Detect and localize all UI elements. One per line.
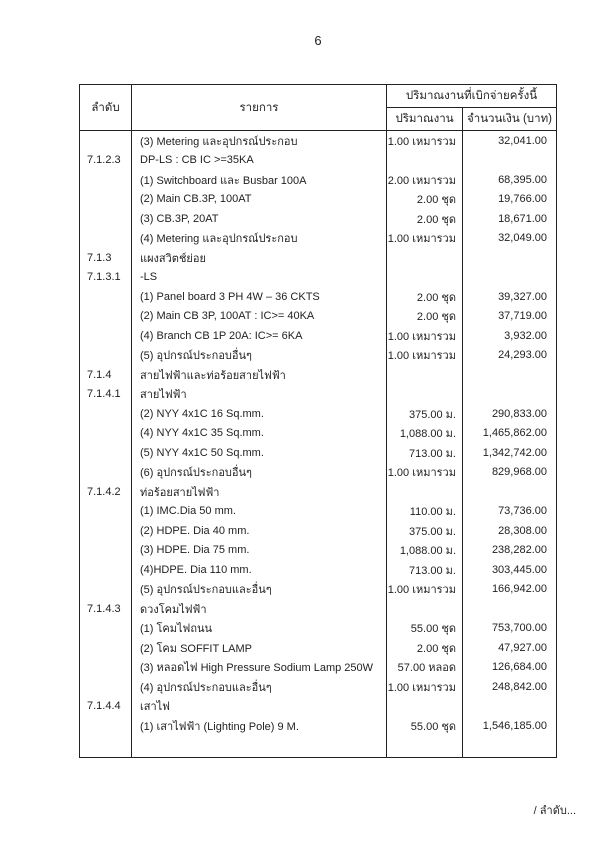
cell-item: สายไฟฟ้า xyxy=(132,385,387,405)
cell-amount: 18,671.00 xyxy=(498,212,547,225)
cell-amount xyxy=(463,365,556,385)
cell-quantity: 57.00 หลอด xyxy=(387,658,463,678)
cell-order-no xyxy=(80,209,132,229)
cell-item: สายไฟฟ้าและท่อร้อยสายไฟฟ้า xyxy=(132,365,387,385)
cell-amount xyxy=(463,736,556,758)
table-row xyxy=(80,541,556,561)
cell-quantity: 2.00 ชุด xyxy=(387,287,463,307)
cell-amount: 303,445.00 xyxy=(491,563,547,576)
cell-order-no xyxy=(80,463,132,483)
work-items-table xyxy=(79,84,557,758)
table-row xyxy=(80,365,556,385)
cell-quantity: 375.00 ม. xyxy=(387,404,463,424)
table-row xyxy=(80,424,556,444)
cell-amount: 19,766.00 xyxy=(498,193,547,206)
table-row xyxy=(80,229,556,249)
cell-amount xyxy=(463,151,556,171)
table-row xyxy=(80,307,556,327)
cell-amount: 32,049.00 xyxy=(498,232,547,245)
cell-order-no xyxy=(80,560,132,580)
cell-item: แผงสวิตช์ย่อย xyxy=(132,248,387,268)
cell-order-no xyxy=(80,131,132,151)
table-row xyxy=(80,463,556,483)
cell-item: ท่อร้อยสายไฟฟ้า xyxy=(132,482,387,502)
table-row xyxy=(80,716,556,736)
cell-quantity: 1.00 เหมารวม xyxy=(387,326,463,346)
cell-order-no: 7.1.4.1 xyxy=(80,385,132,405)
cell-item: (2) Main CB 3P, 100AT : IC>= 40KA xyxy=(132,307,387,327)
cell-order-no xyxy=(80,736,132,758)
cell-item xyxy=(132,736,387,758)
cell-amount xyxy=(463,248,556,268)
cell-order-no xyxy=(80,424,132,444)
cell-amount: 28,308.00 xyxy=(498,524,547,537)
cell-quantity xyxy=(387,248,463,268)
page-number: 6 xyxy=(314,33,322,48)
continuation-note: / ลำดับ... xyxy=(533,805,576,817)
table-row xyxy=(80,190,556,210)
cell-amount: 166,942.00 xyxy=(491,583,547,596)
cell-amount xyxy=(463,385,556,405)
cell-item: (6) อุปกรณ์ประกอบอื่นๆ xyxy=(132,463,387,483)
cell-quantity: 2.00 ชุด xyxy=(387,638,463,658)
cell-order-no: 7.1.3 xyxy=(80,248,132,268)
table-row xyxy=(80,287,556,307)
cell-quantity: 1.00 เหมารวม xyxy=(387,463,463,483)
cell-order-no: 7.1.4.2 xyxy=(80,482,132,502)
cell-item: (4) NYY 4x1C 35 Sq.mm. xyxy=(132,424,387,444)
cell-order-no: 7.1.3.1 xyxy=(80,268,132,288)
cell-item: (5) NYY 4x1C 50 Sq.mm. xyxy=(132,443,387,463)
cell-order-no xyxy=(80,404,132,424)
cell-quantity xyxy=(387,385,463,405)
cell-amount: 39,327.00 xyxy=(498,290,547,303)
table-row xyxy=(80,170,556,190)
cell-amount: 248,842.00 xyxy=(491,680,547,693)
cell-amount: 753,700.00 xyxy=(491,622,547,635)
cell-quantity: 55.00 ชุด xyxy=(387,716,463,736)
cell-quantity xyxy=(387,365,463,385)
cell-quantity: 110.00 ม. xyxy=(387,502,463,522)
cell-order-no: 7.1.2.3 xyxy=(80,151,132,171)
cell-order-no: 7.1.4.3 xyxy=(80,599,132,619)
cell-item: (2) HDPE. Dia 40 mm. xyxy=(132,521,387,541)
header-cell-order: ลำดับ xyxy=(80,85,132,130)
header-cell-disbursement: ปริมาณงานที่เบิกจ่ายครั้งนี้ xyxy=(387,85,556,108)
cell-amount: 1,546,185.00 xyxy=(482,719,547,732)
cell-order-no xyxy=(80,502,132,522)
cell-item: (3) Metering และอุปกรณ์ประกอบ xyxy=(132,131,387,151)
cell-order-no xyxy=(80,170,132,190)
cell-order-no xyxy=(80,521,132,541)
cell-quantity: 2.00 ชุด xyxy=(387,190,463,210)
table-row xyxy=(80,131,556,151)
table-row xyxy=(80,346,556,366)
cell-order-no xyxy=(80,638,132,658)
cell-item: (5) อุปกรณ์ประกอบอื่นๆ xyxy=(132,346,387,366)
cell-quantity xyxy=(387,697,463,717)
cell-amount: 47,927.00 xyxy=(498,641,547,654)
cell-order-no xyxy=(80,326,132,346)
cell-item: (2) NYY 4x1C 16 Sq.mm. xyxy=(132,404,387,424)
cell-order-no xyxy=(80,658,132,678)
cell-order-no xyxy=(80,677,132,697)
cell-amount xyxy=(463,482,556,502)
header-cell-item: รายการ xyxy=(132,85,387,130)
cell-order-no xyxy=(80,287,132,307)
cell-amount: 126,684.00 xyxy=(491,661,547,674)
cell-amount: 73,736.00 xyxy=(498,505,547,518)
table-row xyxy=(80,326,556,346)
cell-order-no xyxy=(80,307,132,327)
table-row xyxy=(80,658,556,678)
cell-quantity: 1.00 เหมารวม xyxy=(387,580,463,600)
cell-item: DP-LS : CB IC >=35KA xyxy=(132,151,387,171)
table-row xyxy=(80,677,556,697)
cell-quantity: 375.00 ม. xyxy=(387,521,463,541)
cell-order-no xyxy=(80,716,132,736)
cell-quantity: 713.00 ม. xyxy=(387,560,463,580)
cell-amount: 32,041.00 xyxy=(498,134,547,147)
table-row xyxy=(80,482,556,502)
cell-amount: 829,968.00 xyxy=(491,466,547,479)
cell-item: (4) Metering และอุปกรณ์ประกอบ xyxy=(132,229,387,249)
table-row xyxy=(80,502,556,522)
cell-item: (1) Switchboard และ Busbar 100A xyxy=(132,170,387,190)
cell-order-no xyxy=(80,619,132,639)
table-row xyxy=(80,560,556,580)
cell-item: (4)HDPE. Dia 110 mm. xyxy=(132,560,387,580)
cell-amount: 3,932.00 xyxy=(504,329,547,342)
cell-quantity: 1,088.00 ม. xyxy=(387,541,463,561)
cell-quantity xyxy=(387,736,463,758)
cell-item: (5) อุปกรณ์ประกอบและอื่นๆ xyxy=(132,580,387,600)
cell-quantity: 713.00 ม. xyxy=(387,443,463,463)
table-row xyxy=(80,521,556,541)
cell-order-no xyxy=(80,541,132,561)
cell-order-no xyxy=(80,346,132,366)
cell-item: (3) หลอดไฟ High Pressure Sodium Lamp 250W xyxy=(132,658,387,678)
table-row xyxy=(80,404,556,424)
cell-quantity: 2.00 ชุด xyxy=(387,209,463,229)
cell-quantity: 1.00 เหมารวม xyxy=(387,677,463,697)
cell-item: (3) HDPE. Dia 75 mm. xyxy=(132,541,387,561)
table-row xyxy=(80,209,556,229)
cell-item: (1) โคมไฟถนน xyxy=(132,619,387,639)
cell-quantity xyxy=(387,599,463,619)
table-row xyxy=(80,268,556,288)
cell-quantity: 1.00 เหมารวม xyxy=(387,346,463,366)
table-row xyxy=(80,580,556,600)
cell-item: (1) Panel board 3 PH 4W – 36 CKTS xyxy=(132,287,387,307)
table-header xyxy=(80,85,556,131)
cell-item: (1) IMC.Dia 50 mm. xyxy=(132,502,387,522)
cell-order-no xyxy=(80,190,132,210)
cell-item: (4) อุปกรณ์ประกอบและอื่นๆ xyxy=(132,677,387,697)
table-row xyxy=(80,248,556,268)
cell-amount xyxy=(463,697,556,717)
cell-amount: 1,342,742.00 xyxy=(482,446,547,459)
cell-quantity: 2.00 ชุด xyxy=(387,307,463,327)
table-body xyxy=(80,131,556,757)
cell-item: (4) Branch CB 1P 20A: IC>= 6KA xyxy=(132,326,387,346)
table-row xyxy=(80,151,556,171)
header-cell-amount: จำนวนเงิน (บาท) xyxy=(467,113,552,125)
cell-amount: 68,395.00 xyxy=(498,173,547,186)
cell-item: (2) โคม SOFFIT LAMP xyxy=(132,638,387,658)
cell-amount: 37,719.00 xyxy=(498,310,547,323)
table-row xyxy=(80,599,556,619)
cell-order-no xyxy=(80,443,132,463)
cell-order-no xyxy=(80,229,132,249)
table-row xyxy=(80,619,556,639)
cell-item: ดวงโคมไฟฟ้า xyxy=(132,599,387,619)
cell-amount: 290,833.00 xyxy=(491,407,547,420)
table-row xyxy=(80,385,556,405)
cell-item: (3) CB.3P, 20AT xyxy=(132,209,387,229)
table-row xyxy=(80,638,556,658)
cell-amount xyxy=(463,599,556,619)
cell-item: เสาไฟ xyxy=(132,697,387,717)
cell-amount: 24,293.00 xyxy=(498,349,547,362)
cell-amount xyxy=(463,268,556,288)
cell-item: -LS xyxy=(132,268,387,288)
cell-quantity xyxy=(387,151,463,171)
cell-item: (2) Main CB.3P, 100AT xyxy=(132,190,387,210)
cell-quantity xyxy=(387,482,463,502)
cell-order-no xyxy=(80,580,132,600)
table-row xyxy=(80,443,556,463)
cell-quantity: 1.00 เหมารวม xyxy=(387,229,463,249)
cell-quantity: 1.00 เหมารวม xyxy=(387,131,463,151)
table-row-filler xyxy=(80,736,556,758)
cell-quantity: 2.00 เหมารวม xyxy=(387,170,463,190)
cell-quantity xyxy=(387,268,463,288)
cell-amount: 1,465,862.00 xyxy=(482,427,547,440)
table-row xyxy=(80,697,556,717)
cell-order-no: 7.1.4.4 xyxy=(80,697,132,717)
cell-amount: 238,282.00 xyxy=(491,544,547,557)
cell-item: (1) เสาไฟฟ้า (Lighting Pole) 9 M. xyxy=(132,716,387,736)
cell-quantity: 1,088.00 ม. xyxy=(387,424,463,444)
cell-order-no: 7.1.4 xyxy=(80,365,132,385)
cell-quantity: 55.00 ชุด xyxy=(387,619,463,639)
header-cell-quantity: ปริมาณงาน xyxy=(387,108,463,130)
